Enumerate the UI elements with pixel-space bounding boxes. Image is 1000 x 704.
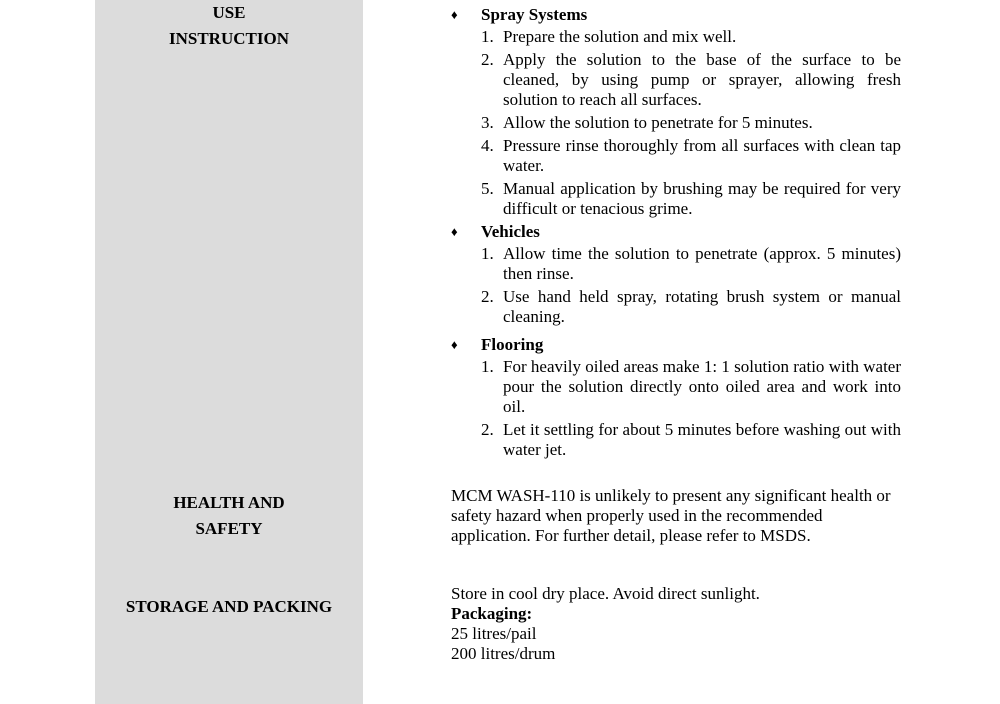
list-item (481, 50, 901, 110)
step-number: 1. (481, 357, 494, 376)
step-text: Use hand held spray, rotating brush system or manual cleaning. (503, 287, 901, 326)
storage-text: Store in cool dry place. Avoid direct sunlight. (451, 584, 760, 603)
section-heading (451, 335, 901, 355)
packaging-label: Packaging: (451, 604, 533, 623)
list-item (481, 179, 901, 219)
step-text: Let it settling for about 5 minutes before washing out with water jet. (503, 420, 901, 459)
list-item (481, 244, 901, 284)
step-text: Prepare the solution and mix well. (503, 27, 737, 46)
step-number: 2. (481, 420, 494, 439)
step-text: Manual application by brushing may be required for very difficult or tenacious grime. (503, 179, 901, 218)
step-list (481, 244, 901, 327)
storage-packing-block (451, 584, 901, 664)
storage-packing-label: STORAGE AND PACKING (125, 597, 333, 616)
section-title: Vehicles (481, 222, 540, 241)
step-number: 1. (481, 27, 494, 46)
step-list (481, 357, 901, 460)
drum-size: 200 litres/drum (451, 644, 556, 663)
section-title: Spray Systems (481, 5, 588, 24)
list-item (481, 136, 901, 176)
section-heading (451, 5, 901, 25)
list-item (481, 420, 901, 460)
section-title: Flooring (481, 335, 544, 354)
list-item (481, 357, 901, 417)
diamond-bullet-icon: ♦ (451, 224, 458, 239)
step-number: 1. (481, 244, 494, 263)
step-text: Allow time the solution to penetrate (approx. 5 minutes) then rinse. (503, 244, 901, 283)
step-text: Allow the solution to penetrate for 5 minutes. (503, 113, 813, 132)
health-safety-text (451, 486, 901, 546)
health-safety-label: HEALTH AND SAFETY (173, 493, 285, 538)
step-list (481, 27, 901, 219)
section-heading (451, 222, 901, 242)
step-number: 5. (481, 179, 494, 198)
diamond-bullet-icon: ♦ (451, 7, 458, 22)
step-text: For heavily oiled areas make 1: 1 solution ratio with water pour the solution directly onto oiled area and work into oil. (503, 357, 901, 416)
list-item (481, 27, 901, 47)
step-number: 3. (481, 113, 494, 132)
section-flooring (451, 335, 901, 463)
section-spray-systems (451, 5, 901, 222)
step-number: 2. (481, 287, 494, 306)
step-number: 4. (481, 136, 494, 155)
pail-size: 25 litres/pail (451, 624, 537, 643)
step-text: Pressure rinse thoroughly from all surfaces with clean tap water. (503, 136, 901, 175)
step-text: Apply the solution to the base of the surface to be cleaned, by using pump or sprayer, allowing fresh solution to reach all surfaces. (503, 50, 901, 109)
section-vehicles (451, 222, 901, 330)
list-item (481, 113, 901, 133)
use-instruction-label: USE INSTRUCTION (169, 3, 289, 48)
list-item (481, 287, 901, 327)
step-number: 2. (481, 50, 494, 69)
diamond-bullet-icon: ♦ (451, 337, 458, 352)
health-paragraph: MCM WASH-110 is unlikely to present any significant health or safety hazard when properly used in the recommended application. For further detail, please refer to MSDS. (451, 486, 891, 545)
